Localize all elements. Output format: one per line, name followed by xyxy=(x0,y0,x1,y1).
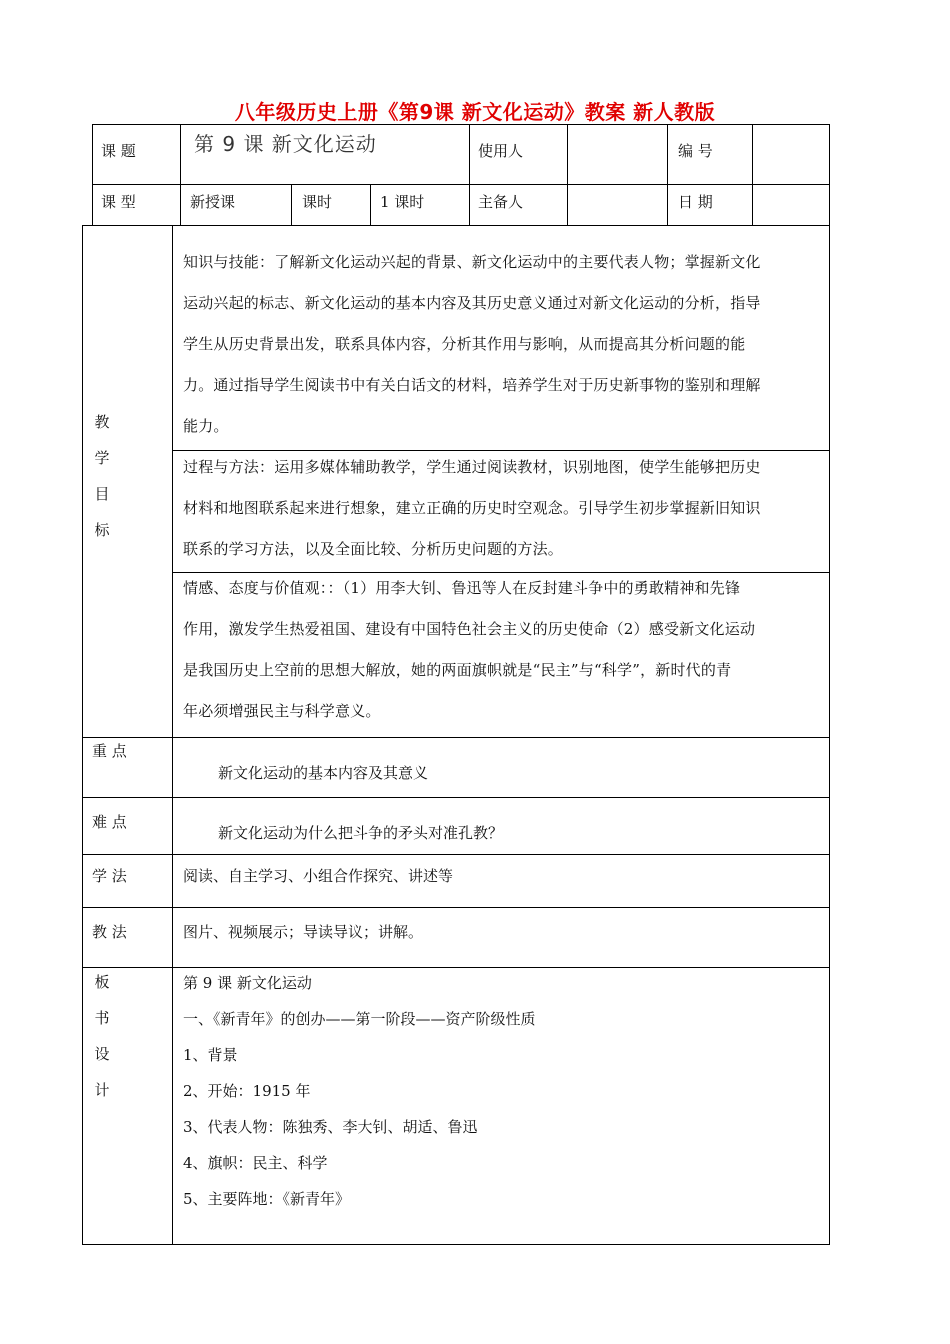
table-border-col-7 xyxy=(752,124,753,225)
board-line: 第 9 课 新文化运动 xyxy=(183,974,312,992)
board-line: 1、背景 xyxy=(183,1046,238,1064)
paragraph-line: 运动兴起的标志、新文化运动的基本内容及其历史意义通过对新文化运动的分析，指导 xyxy=(183,294,761,312)
goals-emotion xyxy=(183,568,823,732)
goals-process xyxy=(183,447,823,570)
paragraph-line: 作用，激发学生热爱祖国、建设有中国特色社会主义的历史使命（2）感受新文化运动 xyxy=(183,620,756,638)
preparer-label: 主备人 xyxy=(478,193,524,211)
board-label-char: 计 xyxy=(94,1081,110,1099)
board-label-char: 书 xyxy=(94,1009,110,1027)
keypoint-label: 重 点 xyxy=(92,742,127,760)
teach-method-label: 教 法 xyxy=(92,923,127,941)
table-border-col-4 xyxy=(469,124,470,225)
teach-method-value: 图片、视频展示；导读导议；讲解。 xyxy=(183,923,424,941)
paragraph-line: 知识与技能：了解新文化运动兴起的背景、新文化运动中的主要代表人物；掌握新文化 xyxy=(183,253,761,271)
difficulty-bottom xyxy=(82,854,830,855)
table-border-col-3 xyxy=(370,184,371,225)
keypoint-bottom xyxy=(82,797,830,798)
type-value: 新授课 xyxy=(190,193,236,211)
hours-value: 1 课时 xyxy=(380,193,425,211)
table-border-top xyxy=(92,124,829,125)
table-border-col-5 xyxy=(567,124,568,225)
table-border-col-2 xyxy=(291,184,292,225)
board-line: 2、开始：1915 年 xyxy=(183,1082,311,1100)
board-line: 3、代表人物：陈独秀、李大钊、胡适、鲁迅 xyxy=(183,1118,478,1136)
user-label: 使用人 xyxy=(478,142,524,160)
goals-label-char: 教 xyxy=(94,413,110,431)
table-border-main-top xyxy=(82,225,830,226)
table-border-right-header xyxy=(829,124,830,225)
table-border-left-main xyxy=(82,225,83,1245)
paragraph-line: 过程与方法：运用多媒体辅助教学，学生通过阅读教材，识别地图，使学生能够把历史 xyxy=(183,458,761,476)
date-label: 日 期 xyxy=(678,193,713,211)
keypoint-value: 新文化运动的基本内容及其意义 xyxy=(218,764,429,782)
board-label-char: 设 xyxy=(94,1045,110,1063)
goals-label-char: 目 xyxy=(94,485,110,503)
table-border-header-mid xyxy=(92,184,829,185)
table-border-main-bottom xyxy=(82,1244,830,1245)
table-border-right-main xyxy=(829,225,830,1245)
paragraph-line: 是我国历史上空前的思想大解放，她的两面旗帜就是“民主”与“科学”，新时代的青 xyxy=(183,661,732,679)
table-border-col-1 xyxy=(180,124,181,225)
board-line: 4、旗帜：民主、科学 xyxy=(183,1154,328,1172)
paragraph-line: 能力。 xyxy=(183,417,229,435)
table-border-label-col xyxy=(172,225,173,1245)
number-label: 编 号 xyxy=(678,142,713,160)
teach-bottom xyxy=(82,967,830,968)
board-label-char: 板 xyxy=(94,973,110,991)
table-border-left-header xyxy=(92,124,93,225)
study-bottom xyxy=(82,907,830,908)
goals-knowledge xyxy=(183,242,823,447)
paragraph-line: 材料和地图联系起来进行想象，建立正确的历史时空观念。引导学生初步掌握新旧知识 xyxy=(183,499,761,517)
goals-bottom xyxy=(82,737,830,738)
table-border-col-6 xyxy=(667,124,668,225)
paragraph-line: 学生从历史背景出发，联系具体内容，分析其作用与影响，从而提高其分析问题的能 xyxy=(183,335,746,353)
study-method-label: 学 法 xyxy=(92,867,127,885)
paragraph-line: 年必须增强民主与科学意义。 xyxy=(183,702,381,720)
paragraph-line: 情感、态度与价值观：：（1）用李大钊、鲁迅等人在反封建斗争中的勇敢精神和先锋 xyxy=(183,579,741,597)
hours-label: 课时 xyxy=(302,193,333,211)
paragraph-line: 联系的学习方法，以及全面比较、分析历史问题的方法。 xyxy=(183,540,564,558)
difficulty-label: 难 点 xyxy=(92,813,127,831)
type-label: 课 型 xyxy=(101,193,136,211)
document-title: 八年级历史上册《第9课 新文化运动》教案 新人教版 xyxy=(234,100,716,124)
topic-label: 课 题 xyxy=(101,142,136,160)
difficulty-value: 新文化运动为什么把斗争的矛头对准孔教？ xyxy=(218,824,504,842)
goals-label-char: 学 xyxy=(94,449,110,467)
goals-label-char: 标 xyxy=(94,521,110,539)
study-method-value: 阅读、自主学习、小组合作探究、讲述等 xyxy=(183,867,454,885)
topic-value: 第 9 课 新文化运动 xyxy=(194,132,377,156)
board-line: 一、《新青年》的创办——第一阶段——资产阶级性质 xyxy=(183,1010,536,1028)
paragraph-line: 力。通过指导学生阅读书中有关白话文的材料，培养学生对于历史新事物的鉴别和理解 xyxy=(183,376,761,394)
board-line: 5、主要阵地：《新青年》 xyxy=(183,1190,351,1208)
